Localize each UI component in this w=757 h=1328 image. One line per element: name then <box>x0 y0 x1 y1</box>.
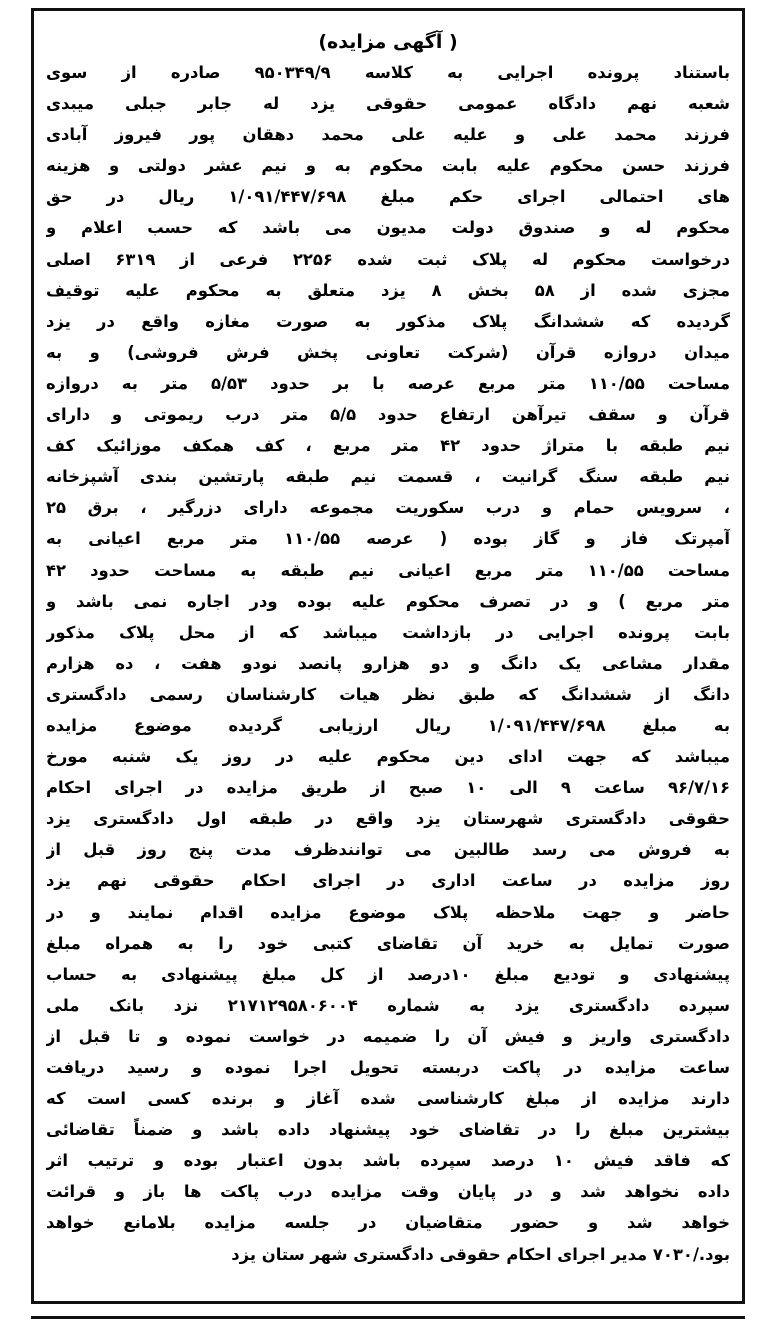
notice-line: گردیده که ششدانگ پلاک مذکور به صورت مغازه واقع در یزد <box>46 311 730 331</box>
notice-line: که فاقد فیش ۱۰ درصد سپرده باشد بدون اعتبار بوده و ترتیب اثر <box>46 1151 730 1171</box>
notice-line: به فروش می رسد طالبین می توانندظرف مدت پنج روز قبل از <box>46 840 730 860</box>
notice-line: حقوقی دادگستری شهرستان یزد واقع در طبقه اول دادگستری یزد <box>46 809 730 829</box>
notice-line: صورت تمایل به خرید آن تقاضای کتبی خود را به همراه مبلغ <box>46 933 730 953</box>
notice-line: دادگستری واریز و فیش آن را ضمیمه در خواست نموده و تا قبل از <box>46 1026 730 1046</box>
notice-line: ، سرویس حمام و درب سکوریت مجموعه دارای دزرگیر ، برق ۲۵ <box>46 498 730 518</box>
notice-line: نیم طبقه سنگ گرانیت ، قسمت نیم طبقه پارتشین بندی آشپزخانه <box>46 467 730 487</box>
notice-line: دارند مزایده از مبلغ کارشناسی شده آغاز و برنده کسی است که <box>46 1089 730 1109</box>
notice-line: های احتمالی اجرای حکم مبلغ ۱/۰۹۱/۴۴۷/۶۹۸ ریال در حق <box>46 187 730 207</box>
notice-line: پیشنهادی و تودیع مبلغ ۱۰درصد از کل مبلغ پیشنهادی به حساب <box>46 964 730 984</box>
notice-line: مقدار مشاعی یک دانگ و دو هزارو پانصد نودو هفت ، ده هزارم <box>46 653 730 673</box>
notice-line: به مبلغ ۱/۰۹۱/۴۴۷/۶۹۸ ریال ارزیابی گردیده موضوع مزایده <box>46 715 730 735</box>
notice-line: بیشترین مبلغ را در تقاضای خود پیشنهاد داده باشد و ضمناً تقاضائی <box>46 1120 730 1140</box>
notice-line: مجزی شده از ۵۸ بخش ۸ یزد متعلق به محکوم علیه توقیف <box>46 280 730 300</box>
notice-line: ساعت مزایده در پاکت دربسته تحویل اجرا نموده و رسید دریافت <box>46 1058 730 1077</box>
notice-line: میدان دروازه قرآن (شرکت تعاونی پخش فرش فروشی) و به <box>46 342 730 362</box>
bottom-divider <box>31 1316 745 1319</box>
notice-line: روز مزایده در ساعت اداری در اجرای احکام حقوقی نهم یزد <box>46 871 730 891</box>
notice-line: شعبه نهم دادگاه عمومی حقوقی یزد له جابر جبلی میبدی <box>46 94 730 114</box>
notice-line: ۹۶/۷/۱۶ ساعت ۹ الی ۱۰ صبح از طریق مزایده در اجرای احکام <box>46 778 730 798</box>
notice-line: فرزند حسن محکوم علیه بابت محکوم به و نیم عشر دولتی و هزینه <box>46 156 730 176</box>
notice-line: باستناد پرونده اجرایی به کلاسه ۹۵۰۳۴۹/۹ صادره از سوی <box>46 63 730 82</box>
notice-line: قرآن و سقف تیرآهن ارتفاع حدود ۵/۵ متر درب ریموتی و دارای <box>46 405 730 425</box>
notice-line: بود./۷۰۳۰ مدیر اجرای احکام حقوقی دادگستری شهر ستان یزد <box>231 1244 730 1264</box>
notice-line: محکوم له و صندوق دولت مدیون می باشد که حسب اعلام و <box>46 218 730 238</box>
notice-line: مساحت ۱۱۰/۵۵ متر مربع عرصه با بر حدود ۵/۵۳ متر به دروازه <box>46 373 730 393</box>
notice-line: فرزند محمد علی و علیه علی محمد دهقان پور فیروز آبادی <box>46 125 730 145</box>
notice-line: بابت پرونده اجرایی در بازداشت میباشد که از محل پلاک مذکور <box>46 622 730 642</box>
notice-line: آمپرتک فاز و گاز بوده ( عرصه ۱۱۰/۵۵ متر مربع اعیانی به <box>46 529 730 549</box>
notice-line: دانگ از ششدانگ که طبق نظر هیات کارشناسان رسمی دادگستری <box>46 684 730 704</box>
notice-line: حاضر و جهت ملاحظه پلاک موضوع مزایده اقدام نمایند و در <box>46 902 730 922</box>
notice-line: داده نخواهد شد و در پایان وقت مزایده درب پاکت ها باز و قرائت <box>46 1182 730 1202</box>
notice-frame <box>31 8 745 1304</box>
notice-line: نیم طبقه با متراژ حدود ۴۲ متر مربع ، کف همکف موزائیک کف <box>46 436 730 456</box>
notice-line: سپرده دادگستری یزد به شماره ۲۱۷۱۲۹۵۸۰۶۰۰۴ نزد بانک ملی <box>46 995 730 1015</box>
notice-body <box>34 57 742 1270</box>
notice-line: خواهد شد و حضور متقاضیان در جلسه مزایده بلامانع خواهد <box>46 1213 730 1233</box>
notice-line: میباشد که جهت ادای دین محکوم علیه در روز یک شنبه مورخ <box>46 747 730 767</box>
notice-title: ( آگهی مزایده) <box>318 31 458 53</box>
notice-line: درخواست محکوم له پلاک ثبت شده ۲۲۵۶ فرعی از ۶۳۱۹ اصلی <box>46 249 730 269</box>
notice-line: متر مربع ) و در تصرف محکوم علیه بوده ودر اجاره نمی باشد و <box>46 591 730 611</box>
notice-line: مساحت ۱۱۰/۵۵ متر مربع اعیانی نیم طبقه به مساحت حدود ۴۲ <box>46 560 730 580</box>
